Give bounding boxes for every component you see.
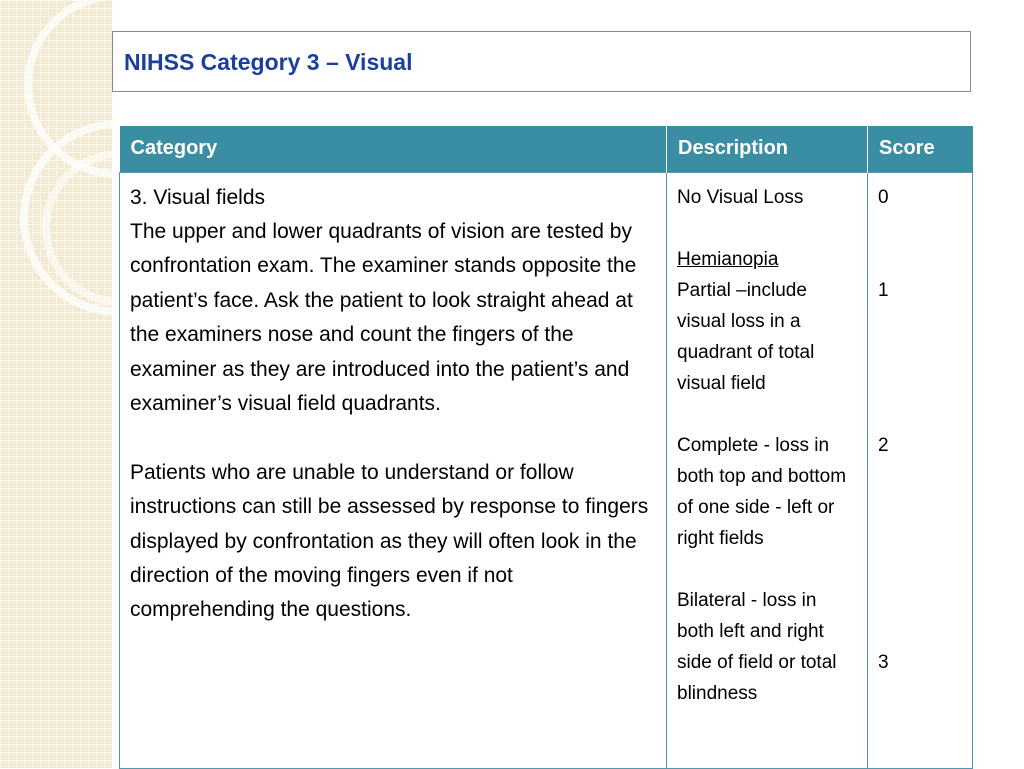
category-paragraph-2: Patients who are unable to understand or follow instructions can still be assessed by response to fingers displayed by confrontation as they will often look in the direction of the moving fingers even if not comprehending the questions. [130, 460, 649, 622]
column-header-description: Description [667, 126, 868, 172]
decorative-side-band [0, 0, 112, 768]
title-box [112, 31, 971, 92]
description-no-loss: No Visual Loss [677, 186, 804, 208]
column-header-score: Score [868, 126, 973, 172]
category-heading: 3. Visual fields [130, 185, 266, 209]
category-paragraph-1: The upper and lower quadrants of vision are tested by confrontation exam. The examiner stands opposite the patient’s face. Ask the patient to look straight ahead at the examiners nose and count the fingers of the examiner as they are introduced into the patient’s and examiner’s visual field quadrants. [130, 219, 637, 415]
table-header-row [120, 126, 973, 172]
description-bilateral: Bilateral - loss in both left and right side of field or total blindness [677, 589, 837, 704]
score-no-loss: 0 [878, 186, 889, 208]
description-partial: Partial –include visual loss in a quadrant of total visual field [677, 279, 815, 394]
score-complete: 2 [878, 434, 889, 456]
description-complete: Complete - loss in both top and bottom of one side - left or right fields [677, 434, 847, 549]
score-bilateral: 3 [878, 651, 889, 673]
column-header-category: Category [120, 126, 667, 172]
category-cell [120, 172, 667, 768]
description-hemianopia-label: Hemianopia [677, 248, 779, 270]
slide-title: NIHSS Category 3 – Visual [124, 49, 413, 75]
score-partial: 1 [878, 279, 889, 301]
nihss-table [119, 126, 973, 769]
table-row [120, 172, 973, 768]
score-cell [868, 172, 973, 768]
description-cell [667, 172, 868, 768]
